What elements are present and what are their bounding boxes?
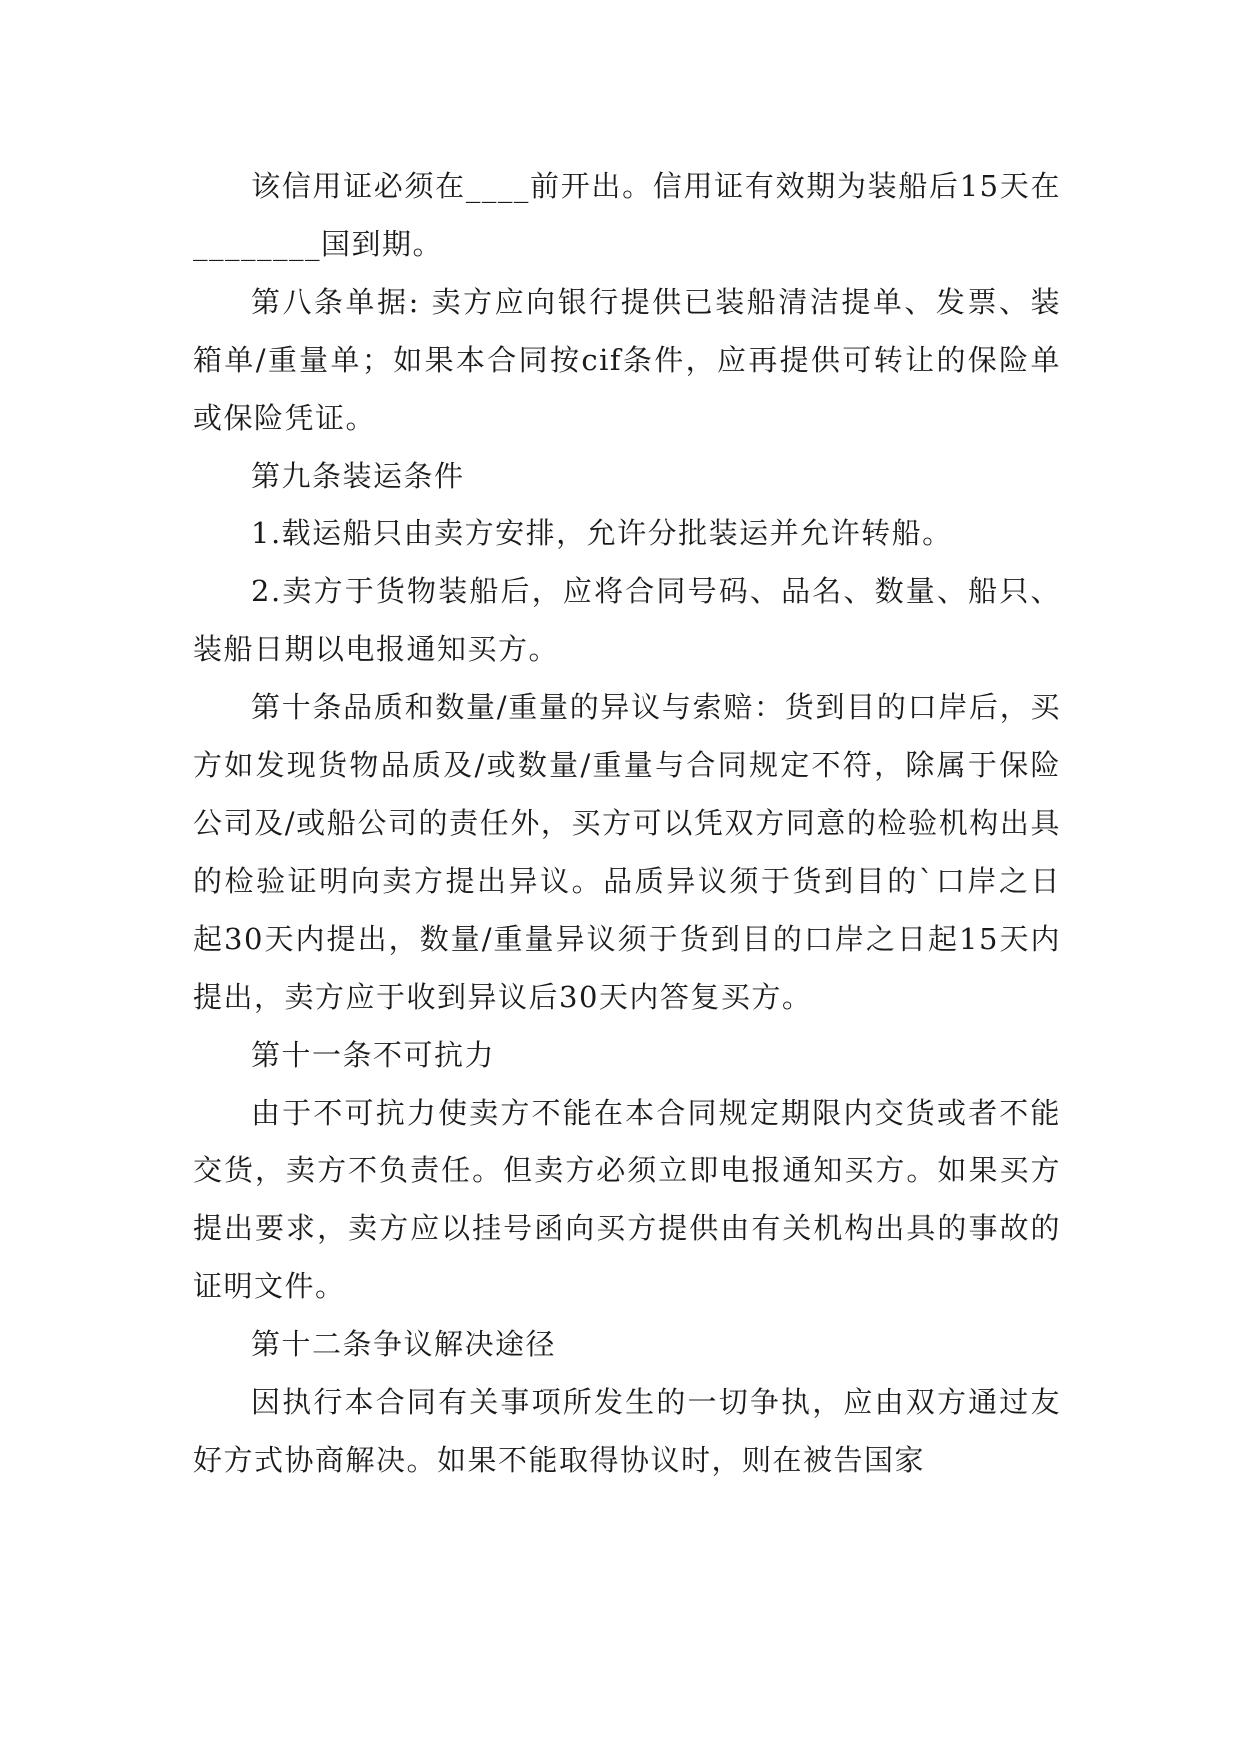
paragraph-article-10-claims: 第十条品质和数量/重量的异议与索赔：货到目的口岸后，买方如发现货物品质及/或数量/重量与合同规定不符，除属于保险公司及/或船公司的责任外，买方可以凭双方同意的检验机构出具的检验证明向卖方提出异议。品质异议须于货到目的`口岸之日起30天内提出，数量/重量异议须于货到目的口岸之日起15天内提出，卖方应于收到异议后30天内答复买方。 [193, 690, 1061, 1014]
paragraph-article-9-item-1: 1.载运船只由卖方安排，允许分批装运并允许转船。 [251, 516, 953, 551]
heading-article-11: 第十一条不可抗力 [251, 1037, 496, 1072]
paragraph-article-8-documents: 第八条单据: 卖方应向银行提供已装船清洁提单、发票、装箱单/重量单；如果本合同按cif条件，应再提供可转让的保险单或保险凭证。 [193, 284, 1061, 435]
heading-article-9: 第九条装运条件 [251, 458, 465, 493]
heading-article-12: 第十二条争议解决途径 [251, 1327, 557, 1362]
paragraph-article-11-force-majeure: 由于不可抗力使卖方不能在本合同规定期限内交货或者不能交货，卖方不负责任。但卖方必须立即电报通知买方。如果买方提出要求，卖方应以挂号函向买方提供由有关机构出具的事故的证明文件。 [193, 1095, 1061, 1304]
paragraph-letter-of-credit: 该信用证必须在____前开出。信用证有效期为装船后15天在________国到期。 [193, 169, 1061, 261]
paragraph-article-12-disputes: 因执行本合同有关事项所发生的一切争执，应由双方通过友好方式协商解决。如果不能取得协议时，则在被告国家 [193, 1385, 1061, 1477]
document-body [193, 158, 1061, 1490]
paragraph-article-9-item-2: 2.卖方于货物装船后，应将合同号码、品名、数量、船只、装船日期以电报通知买方。 [193, 574, 1061, 667]
